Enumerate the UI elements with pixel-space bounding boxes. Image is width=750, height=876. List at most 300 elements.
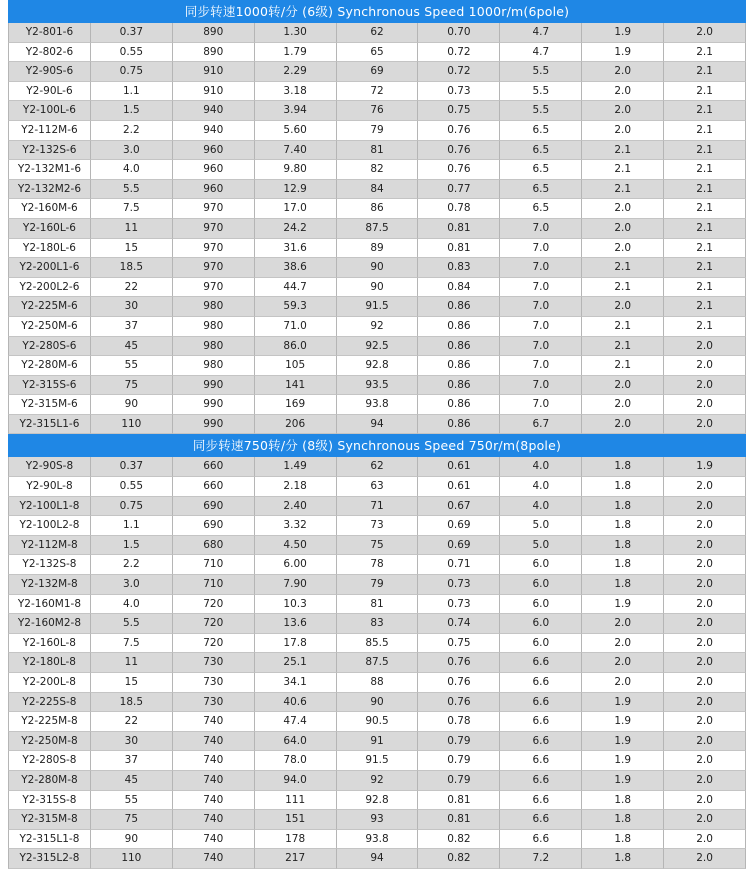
model-cell: Y2-160M2-8: [8, 614, 91, 634]
table-cell: 2.0: [582, 101, 664, 121]
table-cell: 2.1: [664, 278, 746, 298]
table-cell: 40.6: [255, 693, 337, 713]
table-cell: 86.0: [255, 337, 337, 357]
table-cell: 71.0: [255, 317, 337, 337]
table-row: [8, 141, 746, 161]
table-cell: 2.0: [582, 199, 664, 219]
table-cell: 2.0: [582, 219, 664, 239]
table-cell: 81: [337, 141, 419, 161]
table-cell: 2.0: [582, 653, 664, 673]
table-cell: 2.0: [664, 337, 746, 357]
table-cell: 4.50: [255, 536, 337, 556]
table-row: [8, 317, 746, 337]
table-cell: 1.8: [582, 516, 664, 536]
table-cell: 2.1: [582, 160, 664, 180]
table-cell: 94.0: [255, 771, 337, 791]
table-cell: 0.76: [418, 141, 500, 161]
table-cell: 2.1: [664, 180, 746, 200]
table-cell: 2.1: [664, 121, 746, 141]
table-cell: 0.81: [418, 791, 500, 811]
table-cell: 6.6: [500, 751, 582, 771]
table-cell: 2.0: [582, 634, 664, 654]
table-cell: 0.82: [418, 849, 500, 869]
table-cell: 45: [91, 771, 173, 791]
table-cell: 4.0: [91, 595, 173, 615]
table-cell: 89: [337, 239, 419, 259]
table-cell: 1.5: [91, 101, 173, 121]
table-cell: 17.8: [255, 634, 337, 654]
table-cell: 6.0: [500, 575, 582, 595]
table-cell: 92.8: [337, 356, 419, 376]
model-cell: Y2-315M-6: [8, 395, 91, 415]
table-cell: 34.1: [255, 673, 337, 693]
model-cell: Y2-200L1-6: [8, 258, 91, 278]
model-cell: Y2-100L2-8: [8, 516, 91, 536]
table-cell: 94: [337, 415, 419, 435]
table-cell: 2.0: [582, 614, 664, 634]
table-cell: 660: [173, 457, 255, 477]
table-cell: 2.1: [664, 258, 746, 278]
model-cell: Y2-801-6: [8, 23, 91, 43]
table-cell: 75: [337, 536, 419, 556]
table-cell: 6.6: [500, 712, 582, 732]
model-cell: Y2-90S-8: [8, 457, 91, 477]
table-cell: 2.0: [664, 830, 746, 850]
table-cell: 7.0: [500, 239, 582, 259]
table-cell: 38.6: [255, 258, 337, 278]
table-cell: 730: [173, 693, 255, 713]
table-cell: 740: [173, 830, 255, 850]
table-cell: 940: [173, 101, 255, 121]
table-cell: 6.5: [500, 180, 582, 200]
table-cell: 169: [255, 395, 337, 415]
model-cell: Y2-225M-6: [8, 297, 91, 317]
table-cell: 83: [337, 614, 419, 634]
table-cell: 2.0: [664, 555, 746, 575]
model-cell: Y2-802-6: [8, 43, 91, 63]
table-cell: 7.0: [500, 258, 582, 278]
table-cell: 2.18: [255, 477, 337, 497]
table-row: [8, 849, 746, 869]
table-cell: 5.5: [500, 82, 582, 102]
table-row: [8, 732, 746, 752]
table-cell: 2.1: [582, 317, 664, 337]
table-cell: 710: [173, 575, 255, 595]
table-cell: 9.80: [255, 160, 337, 180]
table-cell: 72: [337, 82, 419, 102]
table-cell: 141: [255, 376, 337, 396]
table-cell: 37: [91, 751, 173, 771]
table-cell: 970: [173, 278, 255, 298]
table-cell: 1.9: [582, 43, 664, 63]
table-cell: 740: [173, 771, 255, 791]
table-cell: 740: [173, 751, 255, 771]
model-cell: Y2-315L1-8: [8, 830, 91, 850]
table-cell: 90: [337, 693, 419, 713]
table-cell: 11: [91, 219, 173, 239]
table-cell: 2.0: [664, 376, 746, 396]
table-row: [8, 830, 746, 850]
table-cell: 24.2: [255, 219, 337, 239]
table-cell: 7.5: [91, 199, 173, 219]
model-cell: Y2-132M-8: [8, 575, 91, 595]
table-cell: 2.0: [582, 62, 664, 82]
table-cell: 78.0: [255, 751, 337, 771]
table-row: [8, 278, 746, 298]
table-cell: 6.0: [500, 614, 582, 634]
table-cell: 94: [337, 849, 419, 869]
table-cell: 0.83: [418, 258, 500, 278]
table-cell: 2.1: [582, 356, 664, 376]
table-cell: 660: [173, 477, 255, 497]
table-cell: 0.74: [418, 614, 500, 634]
table-cell: 2.0: [664, 575, 746, 595]
table-cell: 1.1: [91, 82, 173, 102]
table-cell: 1.8: [582, 536, 664, 556]
table-cell: 2.0: [664, 395, 746, 415]
model-cell: Y2-280M-8: [8, 771, 91, 791]
table-cell: 84: [337, 180, 419, 200]
table-cell: 78: [337, 555, 419, 575]
table-cell: 0.71: [418, 555, 500, 575]
table-cell: 2.0: [582, 376, 664, 396]
table-cell: 7.0: [500, 297, 582, 317]
table-cell: 2.1: [664, 317, 746, 337]
table-cell: 1.8: [582, 575, 664, 595]
table-cell: 62: [337, 23, 419, 43]
table-cell: 87.5: [337, 653, 419, 673]
table-cell: 0.76: [418, 653, 500, 673]
model-cell: Y2-100L-6: [8, 101, 91, 121]
table-cell: 7.0: [500, 317, 582, 337]
table-cell: 0.81: [418, 239, 500, 259]
table-cell: 0.81: [418, 219, 500, 239]
table-cell: 73: [337, 516, 419, 536]
table-cell: 44.7: [255, 278, 337, 298]
table-cell: 0.86: [418, 376, 500, 396]
table-cell: 730: [173, 673, 255, 693]
table-cell: 0.82: [418, 830, 500, 850]
table-row: [8, 180, 746, 200]
table-cell: 0.75: [91, 62, 173, 82]
table-cell: 4.0: [500, 477, 582, 497]
table-cell: 0.79: [418, 751, 500, 771]
table-cell: 740: [173, 791, 255, 811]
table-cell: 2.0: [664, 595, 746, 615]
table-cell: 980: [173, 337, 255, 357]
table-cell: 0.84: [418, 278, 500, 298]
table-cell: 0.73: [418, 575, 500, 595]
table-cell: 3.0: [91, 575, 173, 595]
table-cell: 2.1: [664, 199, 746, 219]
table-cell: 69: [337, 62, 419, 82]
table-cell: 910: [173, 82, 255, 102]
table-cell: 0.37: [91, 23, 173, 43]
table-cell: 12.9: [255, 180, 337, 200]
table-cell: 59.3: [255, 297, 337, 317]
table-cell: 0.76: [418, 121, 500, 141]
model-cell: Y2-250M-6: [8, 317, 91, 337]
model-cell: Y2-160M1-8: [8, 595, 91, 615]
table-cell: 1.9: [582, 751, 664, 771]
table-cell: 720: [173, 614, 255, 634]
table-cell: 0.86: [418, 415, 500, 435]
table-cell: 2.1: [582, 278, 664, 298]
table-cell: 890: [173, 23, 255, 43]
model-cell: Y2-225S-8: [8, 693, 91, 713]
table-cell: 0.77: [418, 180, 500, 200]
table-row: [8, 555, 746, 575]
table-cell: 740: [173, 712, 255, 732]
table-cell: 2.1: [664, 141, 746, 161]
table-cell: 2.1: [664, 160, 746, 180]
table-cell: 960: [173, 180, 255, 200]
table-cell: 93.8: [337, 830, 419, 850]
table-cell: 0.37: [91, 457, 173, 477]
table-cell: 7.90: [255, 575, 337, 595]
table-cell: 7.40: [255, 141, 337, 161]
table-cell: 30: [91, 732, 173, 752]
table-cell: 980: [173, 297, 255, 317]
table-cell: 2.0: [664, 693, 746, 713]
table-cell: 1.8: [582, 810, 664, 830]
table-cell: 740: [173, 849, 255, 869]
model-cell: Y2-315L1-6: [8, 415, 91, 435]
table-row: [8, 337, 746, 357]
table-cell: 6.6: [500, 693, 582, 713]
table-cell: 6.0: [500, 555, 582, 575]
table-row: [8, 239, 746, 259]
table-row: [8, 199, 746, 219]
table-cell: 940: [173, 121, 255, 141]
table-cell: 2.0: [664, 653, 746, 673]
table-cell: 206: [255, 415, 337, 435]
table-cell: 6.0: [500, 595, 582, 615]
table-cell: 22: [91, 278, 173, 298]
table-cell: 0.86: [418, 297, 500, 317]
table-cell: 5.0: [500, 516, 582, 536]
table-cell: 5.5: [91, 614, 173, 634]
table-row: [8, 712, 746, 732]
model-cell: Y2-280M-6: [8, 356, 91, 376]
table-cell: 1.9: [582, 693, 664, 713]
model-cell: Y2-90L-8: [8, 477, 91, 497]
table-cell: 5.60: [255, 121, 337, 141]
table-cell: 2.0: [664, 477, 746, 497]
table-cell: 0.55: [91, 43, 173, 63]
table-cell: 1.9: [582, 595, 664, 615]
table-row: [8, 693, 746, 713]
table-cell: 2.0: [664, 614, 746, 634]
table-cell: 980: [173, 317, 255, 337]
table-cell: 110: [91, 849, 173, 869]
table-cell: 0.79: [418, 771, 500, 791]
model-cell: Y2-315M-8: [8, 810, 91, 830]
table-cell: 79: [337, 575, 419, 595]
table-cell: 980: [173, 356, 255, 376]
table-cell: 11: [91, 653, 173, 673]
table-cell: 960: [173, 160, 255, 180]
table-cell: 6.6: [500, 830, 582, 850]
model-cell: Y2-250M-8: [8, 732, 91, 752]
model-cell: Y2-132M1-6: [8, 160, 91, 180]
table-cell: 86: [337, 199, 419, 219]
model-cell: Y2-100L1-8: [8, 497, 91, 517]
table-cell: 0.67: [418, 497, 500, 517]
table-cell: 92.8: [337, 791, 419, 811]
table-cell: 2.1: [582, 141, 664, 161]
table-cell: 93.5: [337, 376, 419, 396]
table-cell: 2.0: [664, 751, 746, 771]
table-cell: 2.0: [664, 536, 746, 556]
table-cell: 0.75: [91, 497, 173, 517]
table-cell: 990: [173, 395, 255, 415]
table-cell: 690: [173, 497, 255, 517]
table-cell: 6.00: [255, 555, 337, 575]
model-cell: Y2-200L2-6: [8, 278, 91, 298]
table-cell: 2.1: [664, 219, 746, 239]
table-cell: 79: [337, 121, 419, 141]
table-row: [8, 751, 746, 771]
table-cell: 2.0: [582, 395, 664, 415]
table-row: [8, 23, 746, 43]
table-cell: 4.0: [91, 160, 173, 180]
table-cell: 25.1: [255, 653, 337, 673]
table-cell: 1.5: [91, 536, 173, 556]
table-cell: 3.32: [255, 516, 337, 536]
model-cell: Y2-132S-6: [8, 141, 91, 161]
table-cell: 105: [255, 356, 337, 376]
table-cell: 960: [173, 141, 255, 161]
table-cell: 71: [337, 497, 419, 517]
table-cell: 1.8: [582, 477, 664, 497]
table-cell: 82: [337, 160, 419, 180]
table-cell: 2.0: [664, 849, 746, 869]
model-cell: Y2-112M-6: [8, 121, 91, 141]
table-cell: 6.0: [500, 634, 582, 654]
table-cell: 92: [337, 317, 419, 337]
table-cell: 2.0: [664, 771, 746, 791]
table-cell: 1.8: [582, 830, 664, 850]
model-cell: Y2-200L-8: [8, 673, 91, 693]
table-cell: 970: [173, 219, 255, 239]
table-cell: 2.0: [582, 673, 664, 693]
table-cell: 7.0: [500, 219, 582, 239]
table-cell: 680: [173, 536, 255, 556]
table-cell: 730: [173, 653, 255, 673]
table-cell: 18.5: [91, 258, 173, 278]
table-cell: 0.73: [418, 595, 500, 615]
table-cell: 4.7: [500, 23, 582, 43]
table-cell: 6.6: [500, 673, 582, 693]
table-cell: 90: [337, 278, 419, 298]
table-cell: 45: [91, 337, 173, 357]
table-cell: 0.72: [418, 62, 500, 82]
model-cell: Y2-315S-6: [8, 376, 91, 396]
table-cell: 1.8: [582, 555, 664, 575]
table-cell: 1.1: [91, 516, 173, 536]
table-cell: 75: [91, 376, 173, 396]
table-cell: 3.0: [91, 141, 173, 161]
table-cell: 0.61: [418, 477, 500, 497]
table-cell: 90: [337, 258, 419, 278]
table-cell: 1.49: [255, 457, 337, 477]
model-cell: Y2-280S-6: [8, 337, 91, 357]
table-cell: 217: [255, 849, 337, 869]
table-cell: 1.79: [255, 43, 337, 63]
table-cell: 2.1: [582, 180, 664, 200]
table-cell: 720: [173, 634, 255, 654]
table-row: [8, 653, 746, 673]
table-cell: 6.6: [500, 810, 582, 830]
table-cell: 970: [173, 199, 255, 219]
model-cell: Y2-112M-8: [8, 536, 91, 556]
table-cell: 2.1: [582, 337, 664, 357]
table-cell: 2.0: [664, 23, 746, 43]
table-cell: 5.5: [500, 101, 582, 121]
table-cell: 6.5: [500, 199, 582, 219]
table-cell: 2.1: [664, 297, 746, 317]
table-cell: 6.6: [500, 791, 582, 811]
table-cell: 2.0: [664, 732, 746, 752]
table-cell: 111: [255, 791, 337, 811]
table-cell: 1.9: [664, 457, 746, 477]
table-row: [8, 634, 746, 654]
model-cell: Y2-160M-6: [8, 199, 91, 219]
table-cell: 2.0: [664, 791, 746, 811]
table-row: [8, 160, 746, 180]
table-cell: 93: [337, 810, 419, 830]
table-cell: 0.75: [418, 634, 500, 654]
table-cell: 0.61: [418, 457, 500, 477]
table-row: [8, 575, 746, 595]
table-cell: 0.81: [418, 810, 500, 830]
table-cell: 63: [337, 477, 419, 497]
table-cell: 4.7: [500, 43, 582, 63]
table-cell: 178: [255, 830, 337, 850]
table-cell: 2.1: [582, 258, 664, 278]
table-cell: 1.8: [582, 497, 664, 517]
model-cell: Y2-90L-6: [8, 82, 91, 102]
table-cell: 10.3: [255, 595, 337, 615]
table-cell: 3.94: [255, 101, 337, 121]
table-row: [8, 497, 746, 517]
table-cell: 720: [173, 595, 255, 615]
table-cell: 0.72: [418, 43, 500, 63]
table-cell: 18.5: [91, 693, 173, 713]
table-cell: 2.29: [255, 62, 337, 82]
table-cell: 0.70: [418, 23, 500, 43]
table-cell: 62: [337, 457, 419, 477]
table-cell: 2.0: [582, 82, 664, 102]
table-cell: 970: [173, 258, 255, 278]
table-cell: 2.40: [255, 497, 337, 517]
table-cell: 7.0: [500, 278, 582, 298]
table-cell: 6.6: [500, 732, 582, 752]
table-cell: 990: [173, 415, 255, 435]
table-cell: 1.9: [582, 712, 664, 732]
table-cell: 2.0: [582, 121, 664, 141]
table-cell: 31.6: [255, 239, 337, 259]
table-cell: 0.69: [418, 536, 500, 556]
table-cell: 15: [91, 239, 173, 259]
table-cell: 0.86: [418, 395, 500, 415]
table-cell: 1.8: [582, 791, 664, 811]
table-cell: 92.5: [337, 337, 419, 357]
table-row: [8, 219, 746, 239]
table-cell: 55: [91, 356, 173, 376]
table-cell: 7.0: [500, 337, 582, 357]
